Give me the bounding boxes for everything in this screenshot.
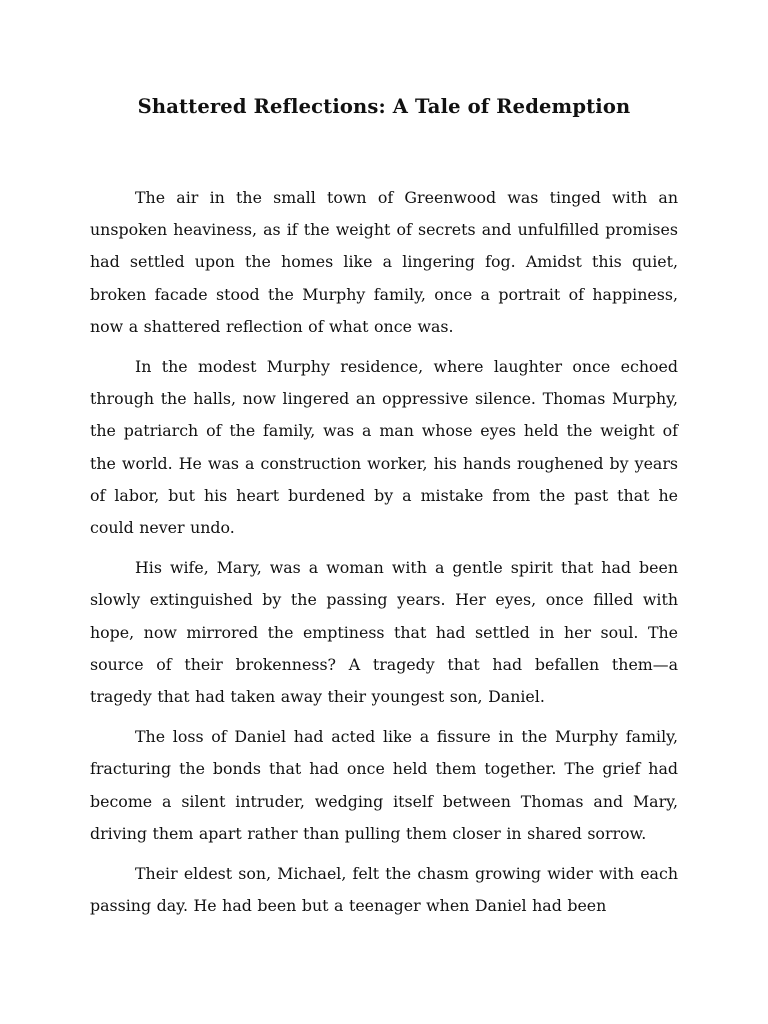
page-title: Shattered Reflections: A Tale of Redemption <box>137 95 631 118</box>
paragraph-4: The loss of Daniel had acted like a fissure in the Murphy family, fracturing the bonds that had once held them together. The grief had become a silent intruder, wedging itself between Thomas and Mary, driving them apart rather than pulling them closer in shared sorrow. <box>90 727 678 843</box>
paragraph-2: In the modest Murphy residence, where laughter once echoed through the halls, now lingered an oppressive silence. Thomas Murphy, the patriarch of the family, was a man whose eyes held the weight of the world. He was a construction worker, his hands roughened by years of labor, but his heart burdened by a mistake from the past that he could never undo. <box>90 357 678 538</box>
paragraph-1: The air in the small town of Greenwood was tinged with an unspoken heaviness, as if the weight of secrets and unfulfilled promises had settled upon the homes like a lingering fog. Amidst this quiet, broken facade stood the Murphy family, once a portrait of happiness, now a shattered reflection of what once was. <box>90 188 678 336</box>
paragraph-5: Their eldest son, Michael, felt the chasm growing wider with each passing day. He had been but a teenager when Daniel had been <box>90 864 678 916</box>
document-body <box>90 182 678 930</box>
paragraph-3: His wife, Mary, was a woman with a gentle spirit that had been slowly extinguished by the passing years. Her eyes, once filled with hope, now mirrored the emptiness that had settled in her soul. The source of their brokenness? A tragedy that had befallen them—a tragedy that had taken away their youngest son, Daniel. <box>90 558 678 707</box>
